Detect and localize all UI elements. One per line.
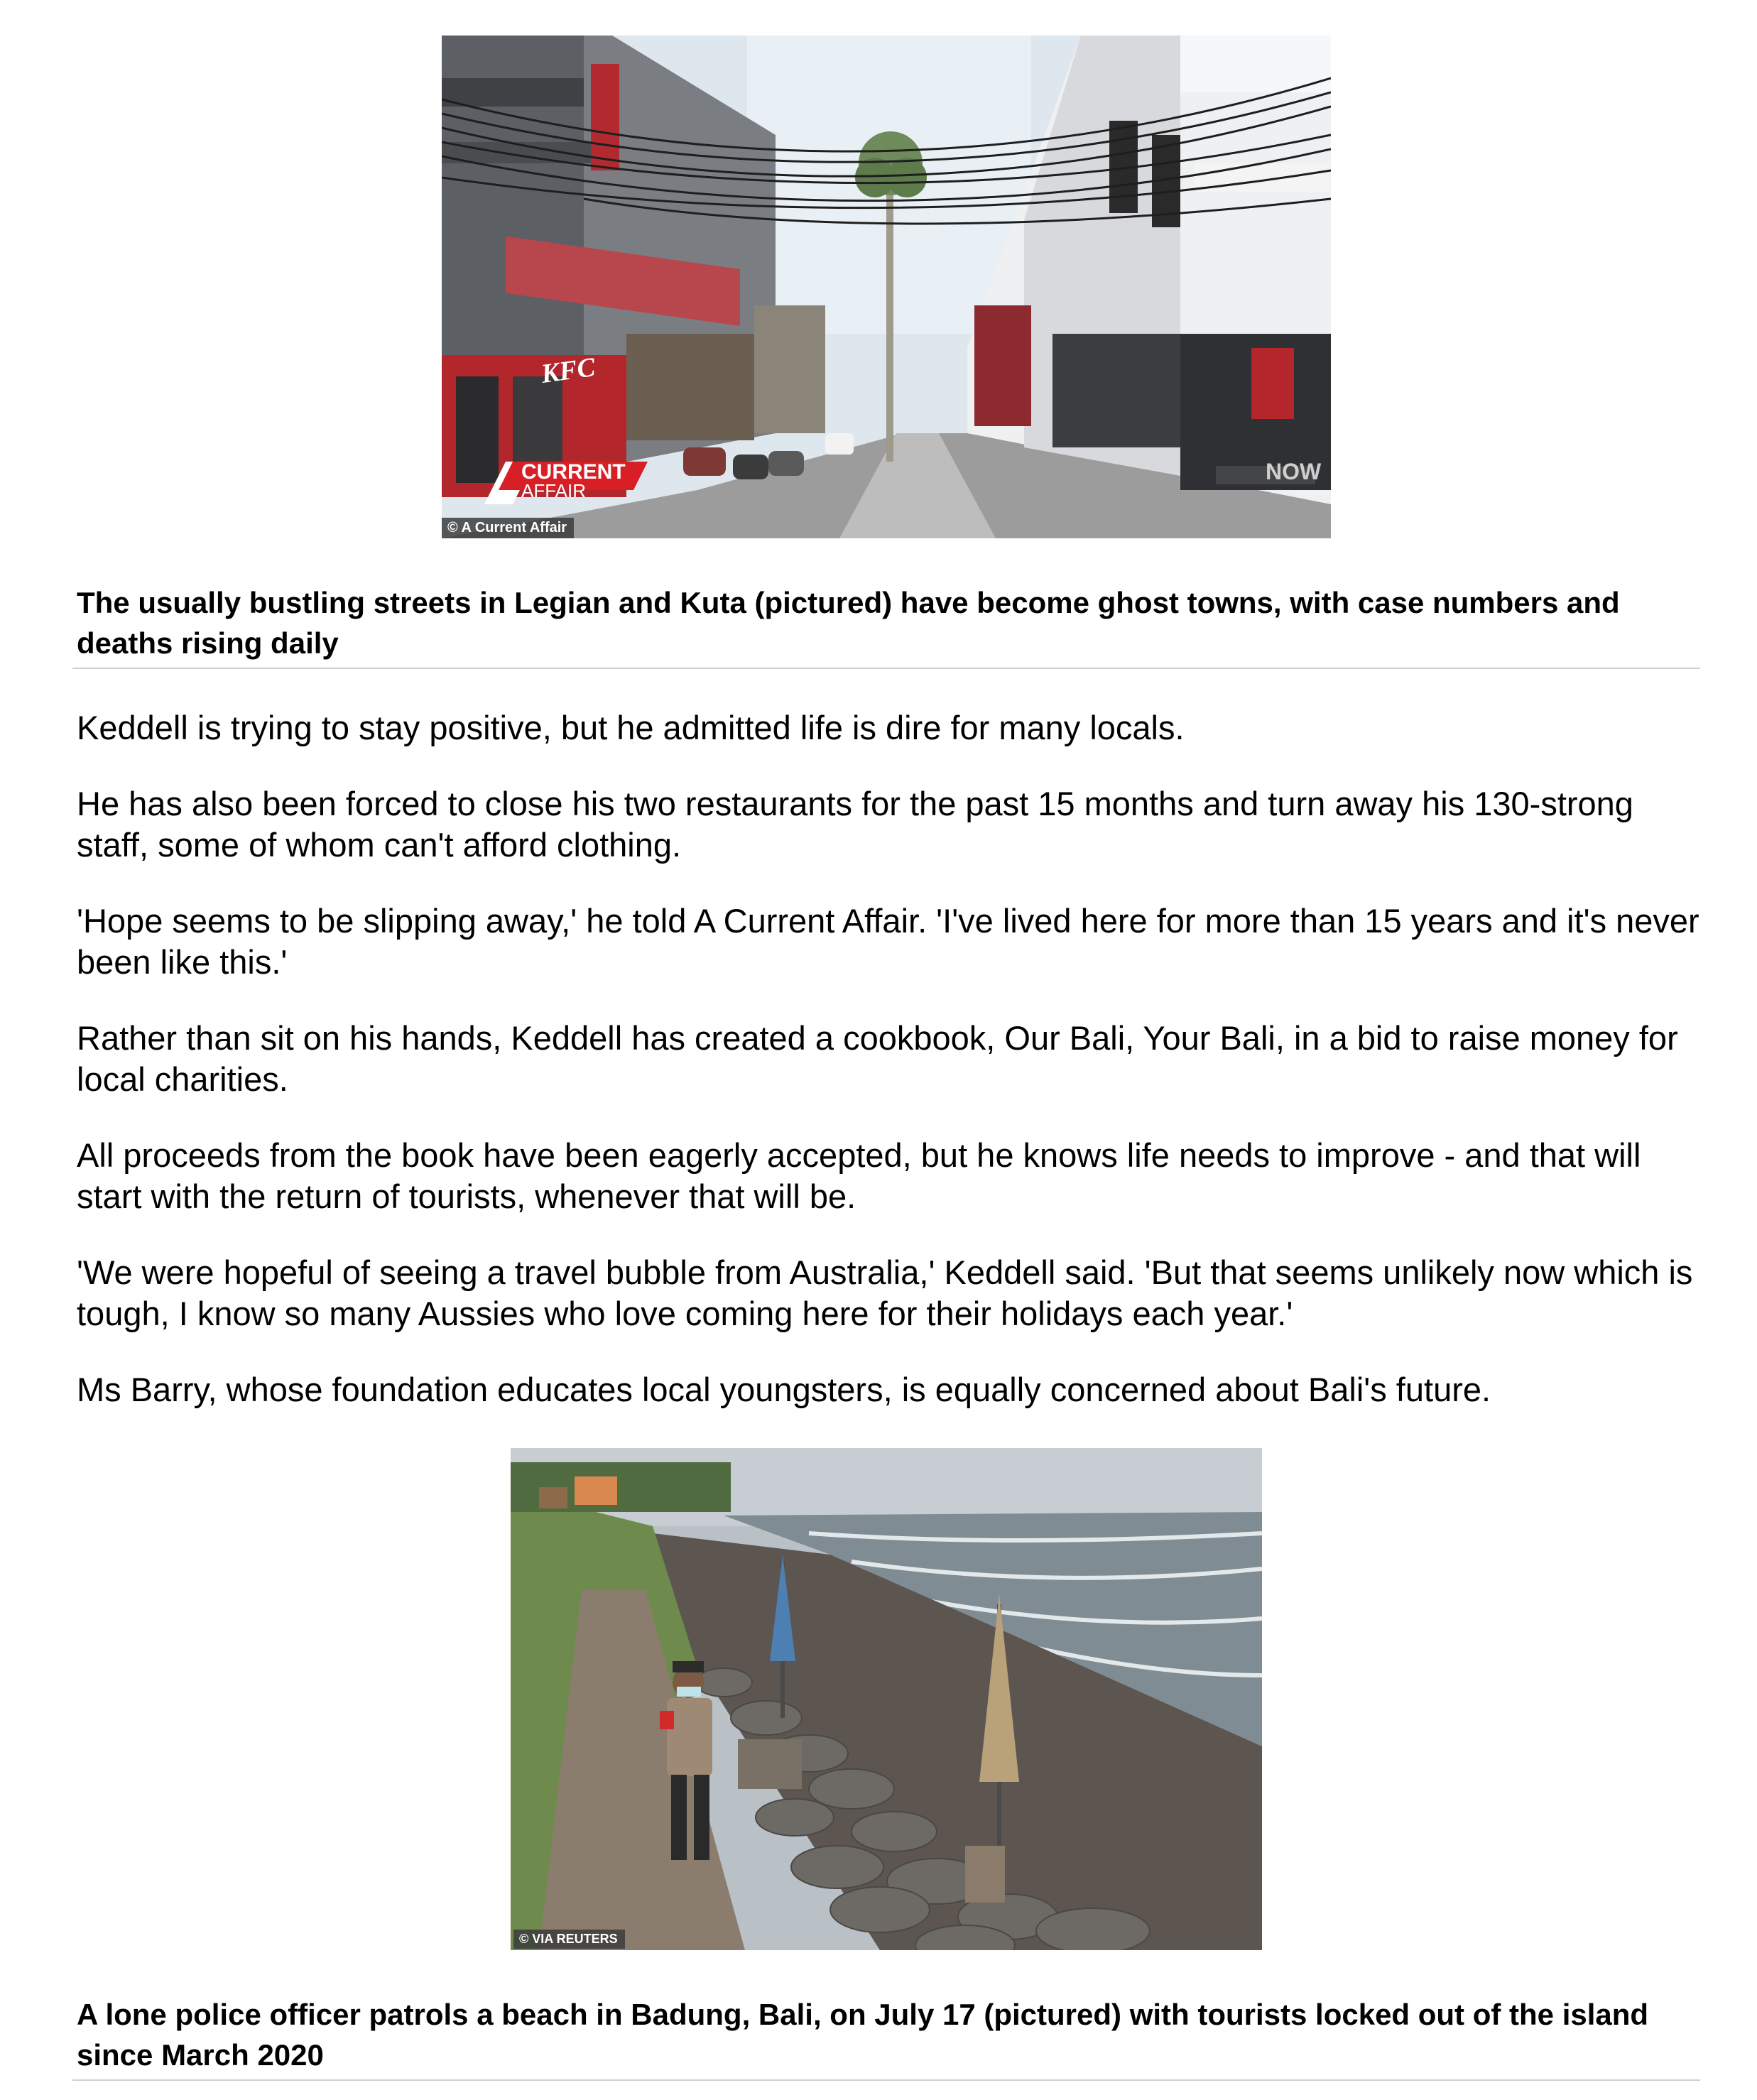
caption-divider — [72, 668, 1700, 669]
broadcaster-logo-bottom: AFFAIR — [521, 480, 587, 501]
kfc-sign: KFC — [539, 352, 597, 390]
broadcaster-logo-top: CURRENT — [521, 460, 626, 484]
street-scene-photo[interactable] — [442, 36, 1331, 538]
body-paragraph: All proceeds from the book have been eagerly accepted, but he knows life needs to improve - and that will start with the return of tourists, whenever that will be. — [77, 1136, 1641, 1215]
photo-credit: © A Current Affair — [442, 518, 574, 538]
photo-credit: © VIA REUTERS — [513, 1930, 625, 1949]
body-paragraph: Rather than sit on his hands, Keddell has created a cookbook, Our Bali, Your Bali, in a bid to raise money for local charities. — [77, 1019, 1678, 1098]
body-paragraph: 'Hope seems to be slipping away,' he told A Current Affair. 'I've lived here for more than 15 years and it's never been like this.' — [77, 902, 1699, 981]
photo-caption: The usually bustling streets in Legian and Kuta (pictured) have become ghost towns, with case numbers and deaths rising daily — [77, 586, 1620, 660]
channel-watermark: NOW — [1266, 459, 1322, 484]
body-paragraph: 'We were hopeful of seeing a travel bubble from Australia,' Keddell said. 'But that seems unlikely now which is tough, I know so many Aussies who love coming here for their holidays each year.' — [77, 1253, 1693, 1332]
photo-caption: A lone police officer patrols a beach in Badung, Bali, on July 17 (pictured) with tourists locked out of the island since March 2020 — [77, 1998, 1649, 2072]
body-paragraph: Ms Barry, whose foundation educates local youngsters, is equally concerned about Bali's future. — [77, 1371, 1491, 1408]
body-paragraph: He has also been forced to close his two restaurants for the past 15 months and turn away his 130-strong staff, some of whom can't afford clothing. — [77, 785, 1633, 864]
beach-patrol-photo[interactable] — [511, 1448, 1262, 1950]
caption-divider — [72, 2079, 1700, 2081]
beach-scene-illustration — [511, 1448, 1262, 1950]
body-paragraph: Keddell is trying to stay positive, but he admitted life is dire for many locals. — [77, 709, 1185, 746]
